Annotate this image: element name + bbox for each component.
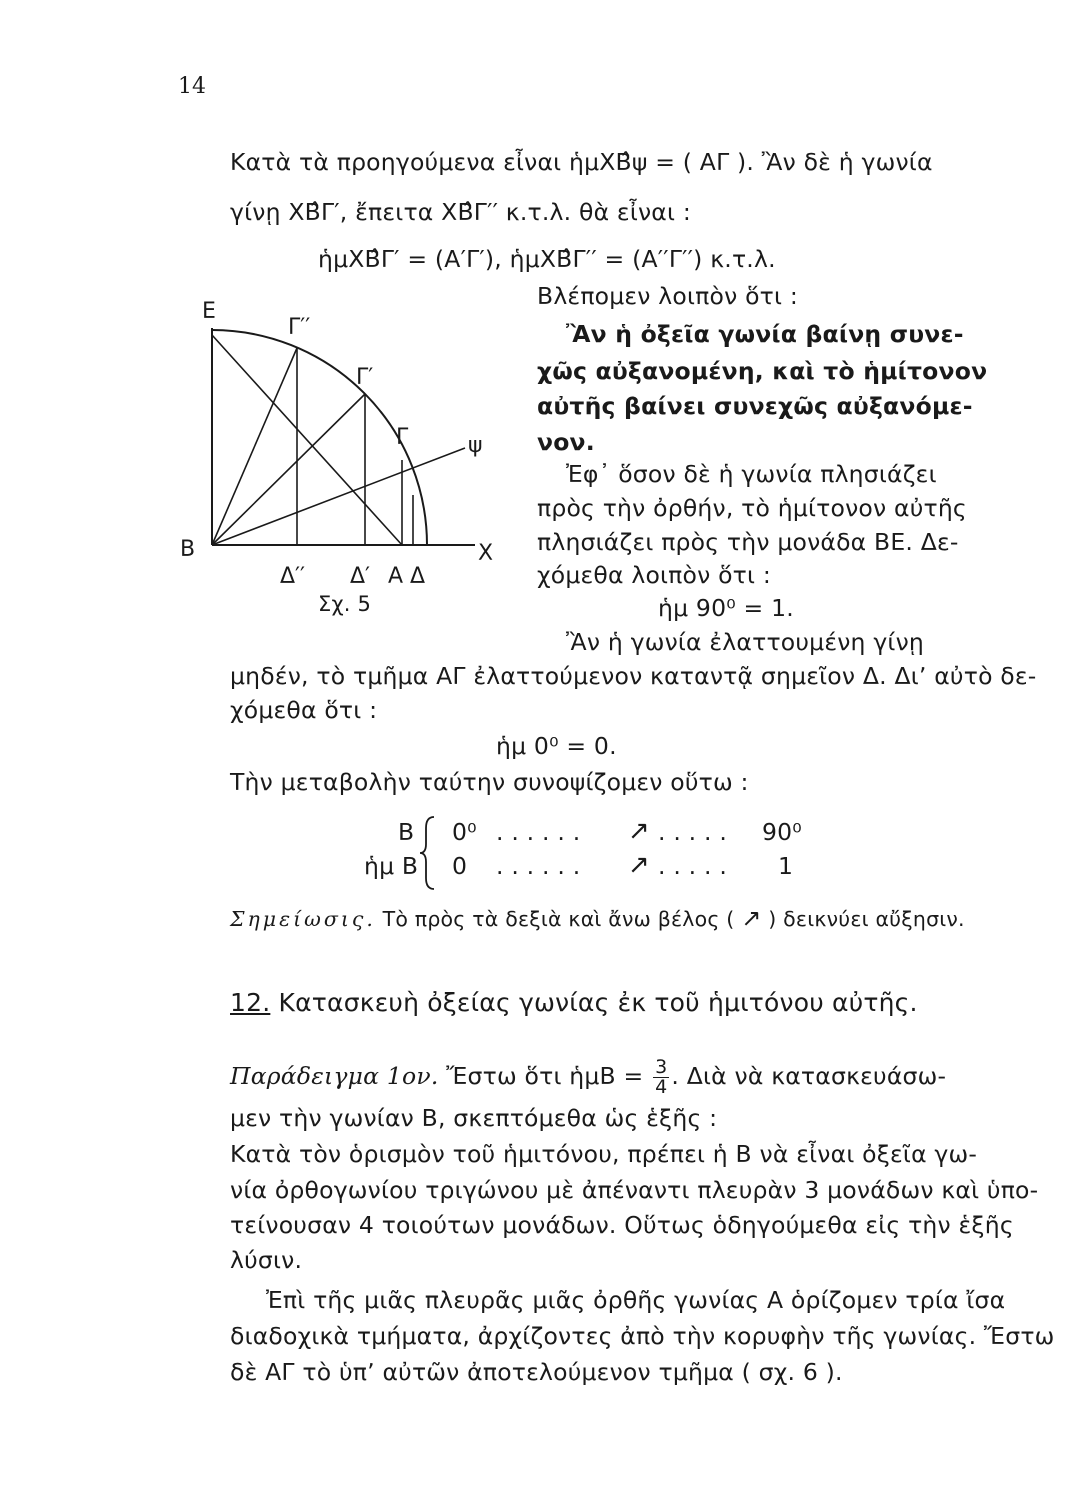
example-text-a: Ἔστω ὅτι ἡμΒ = (446, 1062, 644, 1090)
label-g2: Γ′′ (288, 315, 311, 340)
fraction-denominator: 4 (655, 1076, 668, 1098)
table-row2-arrow: ↗ (628, 850, 650, 880)
para2-line3: χόμεθα ὅτι : (230, 696, 378, 724)
note-label: Σημείωσις. (230, 907, 376, 931)
note-text-a: Τὸ πρὸς τὰ δεξιὰ καὶ ἄνω βέλος ( (382, 907, 735, 931)
para1-line1: Κατὰ τὰ προηγούμενα εἶναι ἡμΧΒ̂ψ = ( ΑΓ ). Ἂν δὲ ἡ γωνία (230, 148, 933, 176)
section-number: 12. (230, 988, 271, 1017)
para5-line2: διαδοχικὰ τμήματα, ἀρχίζοντες ἀπὸ τὴν κορυφὴν τῆς γωνίας. Ἔστω (230, 1322, 1055, 1350)
right-line-1: Βλέπομεν λοιπὸν ὅτι : (537, 282, 798, 310)
right-line-2: Ἂν ἡ ὀξεῖα γωνία βαίνῃ συνε- (566, 320, 964, 348)
para5-line1: Ἐπὶ τῆς μιᾶς πλευρᾶς μιᾶς ὀρθῆς γωνίας Α ὁρίζομεν τρία ἴσα (266, 1286, 1006, 1314)
label-b: Β (180, 537, 196, 562)
label-psi: ψ (468, 433, 483, 458)
example-line1 (230, 1058, 946, 1097)
right-line-8: πλησιάζει πρὸς τὴν μονάδα ΒΕ. Δε- (537, 528, 959, 556)
radius-b-g2 (212, 348, 297, 545)
note-text-b: ) δεικνύει αὔξησιν. (768, 907, 965, 931)
table-row2-label: ἡμ Β (364, 852, 419, 880)
right-line-7: πρὸς τὴν ὀρθήν, τὸ ἡμίτονον αὐτῆς (537, 494, 967, 522)
para3-intro: Τὴν μεταβολὴν ταύτην συνοψίζομεν οὕτω : (230, 768, 749, 796)
example-label: Παράδειγμα 1ον. (230, 1062, 439, 1090)
para1-line2: γίνῃ ΧΒ̂Γ′, ἔπειτα ΧΒ̂Γ′′ κ.τ.λ. θὰ εἶναι : (230, 198, 691, 226)
chord-e-a (212, 335, 402, 545)
label-g1: Γ′ (356, 365, 374, 390)
para2-line1: Ἂν ἡ γωνία ἐλαττουμένη γίνῃ (566, 628, 925, 656)
figure-5-diagram (170, 290, 510, 620)
table-row1-dots2: . . . . . (658, 818, 728, 846)
fraction-numerator: 3 (655, 1056, 668, 1078)
label-d1: Δ′ (350, 564, 371, 589)
para4-line3: τείνουσαν 4 τοιούτων μονάδων. Οὕτως ὁδηγούμεθα εἰς τὴν ἑξῆς (230, 1211, 1014, 1239)
example-fraction (653, 1058, 669, 1097)
right-line-6: Ἐφ᾽ ὅσον δὲ ἡ γωνία πλησιάζει (566, 460, 937, 488)
note-line (230, 904, 965, 932)
note-arrow: ↗ (741, 904, 762, 932)
page-number: 14 (178, 74, 206, 99)
figure-caption: Σχ. 5 (318, 592, 372, 616)
right-line-3: χῶς αὐξανομένη, καὶ τὸ ἡμίτονον (537, 357, 988, 385)
right-line-4: αὐτῆς βαίνει συνεχῶς αὐξανόμε- (537, 392, 973, 420)
right-line-10: ἡμ 90⁰ = 1. (658, 594, 794, 622)
table-row1-dots1: . . . . . . (496, 818, 581, 846)
para4-line2: νία ὀρθογωνίου τριγώνου μὲ ἀπέναντι πλευρὰν 3 μονάδων καὶ ὑπο- (230, 1176, 1039, 1204)
table-row1-to: 90⁰ (762, 818, 802, 846)
table-row2-to: 1 (778, 852, 794, 880)
para2-line2: μηδέν, τὸ τμῆμα ΑΓ ἐλαττούμενον καταντᾷ σημεῖον Δ. Διʼ αὐτὸ δε- (230, 662, 1037, 690)
table-row2-from: 0 (452, 852, 468, 880)
section-title: Κατασκευὴ ὀξείας γωνίας ἐκ τοῦ ἡμιτόνου αὐτῆς. (278, 988, 918, 1017)
label-d2: Δ′′ (280, 564, 306, 589)
section-heading (230, 988, 918, 1017)
right-line-9: χόμεθα λοιπὸν ὅτι : (537, 561, 771, 589)
para4-line4: λύσιν. (230, 1246, 303, 1274)
table-row1-from: 0⁰ (452, 818, 477, 846)
table-row2-dots2: . . . . . (658, 852, 728, 880)
table-row1-label: Β (398, 818, 415, 846)
label-a: Α (388, 564, 404, 589)
table-row2-dots1: . . . . . . (496, 852, 581, 880)
table-row1-arrow: ↗ (628, 816, 650, 846)
example-text-b: . Διὰ νὰ κατασκευάσω- (671, 1062, 947, 1090)
right-line-5: νον. (537, 428, 595, 456)
label-e: Ε (202, 299, 216, 324)
label-g: Γ (396, 425, 409, 450)
table-brace (418, 814, 438, 892)
label-d: Δ (410, 564, 426, 589)
label-x: Χ (478, 541, 494, 566)
para4-line1: Κατὰ τὸν ὁρισμὸν τοῦ ἡμιτόνου, πρέπει ἡ Β νὰ εἶναι ὀξεῖα γω- (230, 1140, 978, 1168)
radius-b-g1 (212, 394, 365, 545)
para2-formula: ἡμ 0⁰ = 0. (496, 732, 617, 760)
example-line2: μεν τὴν γωνίαν Β, σκεπτόμεθα ὡς ἑξῆς : (230, 1104, 718, 1132)
para5-line3: δὲ ΑΓ τὸ ὑπʼ αὐτῶν ἀποτελούμενον τμῆμα ( σχ. 6 ). (230, 1358, 843, 1386)
para1-formula: ἡμΧΒ̂Γ′ = (Α′Γ′), ἡμΧΒ̂Γ′′ = (Α′′Γ′′) κ.τ.λ. (318, 245, 776, 273)
